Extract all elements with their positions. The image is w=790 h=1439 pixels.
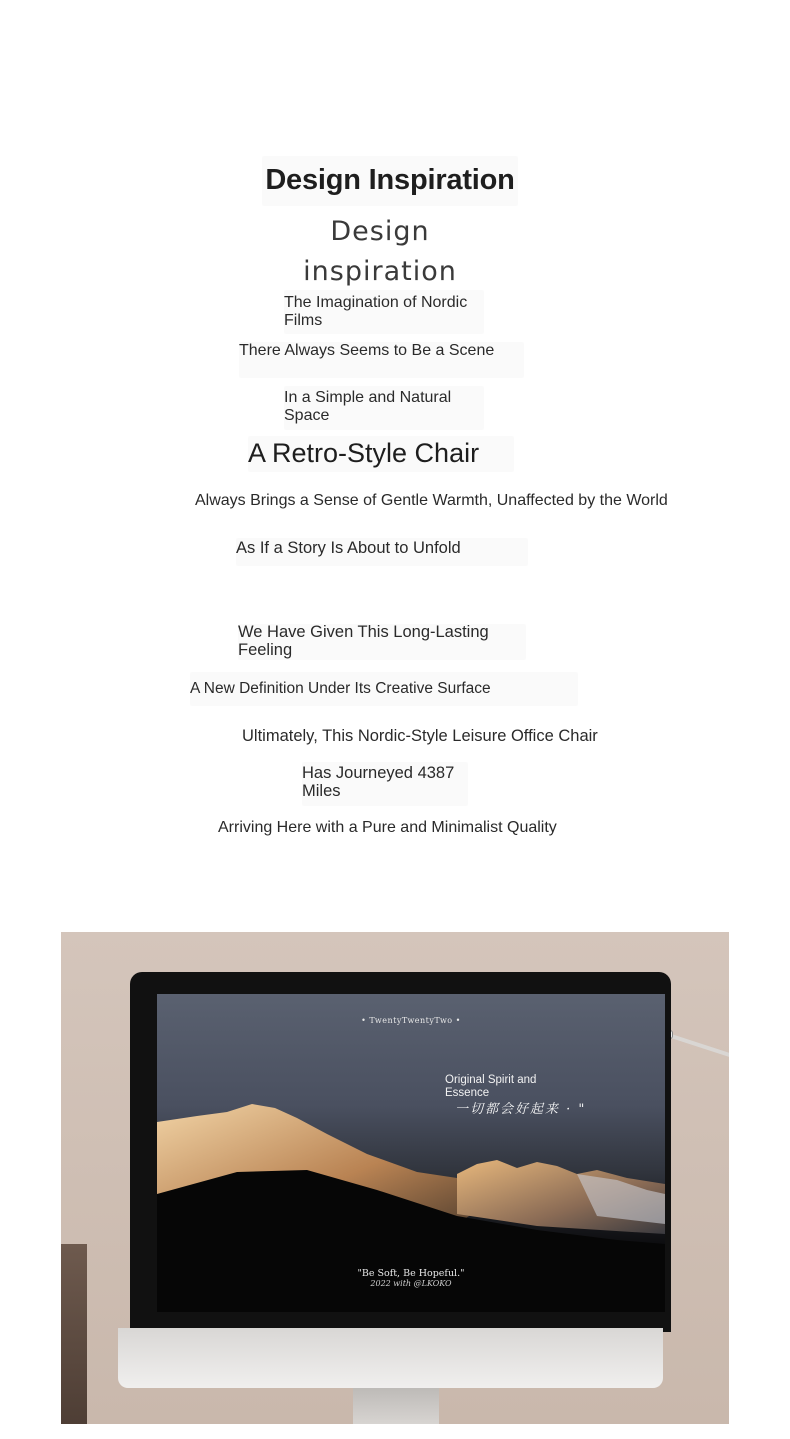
story-line: A New Definition Under Its Creative Surface — [190, 680, 491, 697]
page-title: Design Inspiration — [265, 164, 515, 196]
story-line: We Have Given This Long-Lasting Feeling — [238, 623, 489, 659]
story-line: As If a Story Is About to Unfold — [236, 539, 461, 557]
wooden-shelf — [61, 1244, 87, 1424]
mountain-landscape — [157, 994, 665, 1312]
story-line: Ultimately, This Nordic-Style Leisure Office Chair — [242, 727, 598, 745]
screen-handwriting: 一切都会好起来 · " — [455, 1102, 587, 1117]
monitor-bezel — [130, 972, 671, 1332]
screen-caption: Original Spirit and Essence — [445, 1074, 537, 1099]
screen-credit: 2022 with @LKOKO — [370, 1279, 452, 1288]
story-line: Always Brings a Sense of Gentle Warmth, Unaffected by the World — [195, 492, 668, 509]
story-line: There Always Seems to Be a Scene — [239, 342, 495, 359]
desktop-monitor — [118, 972, 663, 1388]
story-line: In a Simple and Natural Space — [284, 389, 452, 424]
story-line: Has Journeyed 4387 Miles — [302, 764, 455, 800]
product-photo — [61, 932, 729, 1424]
screen-quote: "Be Soft, Be Hopeful." — [357, 1268, 465, 1279]
monitor-screen — [157, 994, 665, 1312]
monitor-stand — [353, 1382, 439, 1424]
page-subtitle: Design inspiration — [303, 216, 457, 287]
story-highlight: A Retro-Style Chair — [248, 438, 480, 468]
lamp-arm — [664, 1032, 729, 1061]
story-line: The Imagination of Nordic Films — [284, 294, 468, 329]
story-line: Arriving Here with a Pure and Minimalist Quality — [218, 819, 557, 836]
screen-brand-text: • TwentyTwentyTwo • — [361, 1016, 461, 1025]
monitor-chin — [118, 1328, 663, 1388]
